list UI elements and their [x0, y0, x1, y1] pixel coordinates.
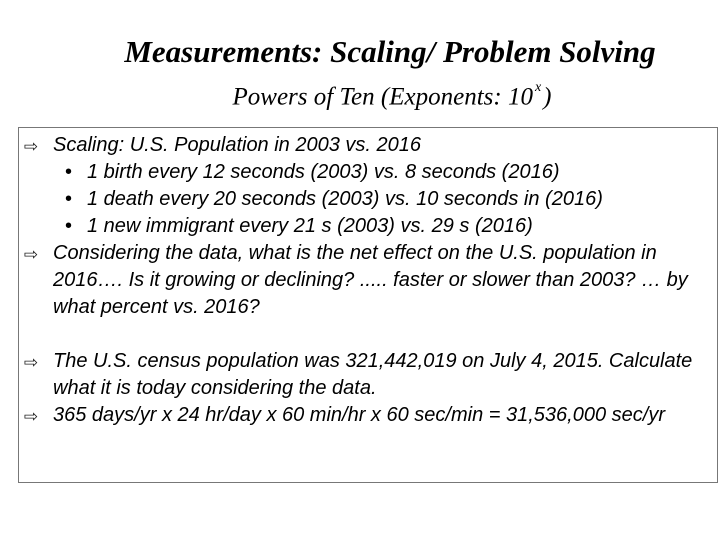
subtitle-suffix: ) — [543, 83, 552, 111]
sub-bullet-text: 1 birth every 12 seconds (2003) vs. 8 seconds (2016) — [87, 161, 560, 183]
bullet-item-census-population — [23, 348, 720, 402]
bullet-item-population-scaling — [23, 132, 720, 240]
dot-icon: • — [65, 215, 73, 237]
sub-bullet-text: 1 new immigrant every 21 s (2003) vs. 29 s (2016) — [87, 215, 533, 237]
hollow-right-arrow-icon: ⇨ — [23, 137, 39, 156]
slide-title: Measurements: Scaling/ Problem Solving — [124, 34, 656, 69]
sub-bullet-item-births — [53, 159, 720, 186]
bullet-item-seconds-per-year — [23, 402, 720, 429]
dot-icon: • — [65, 188, 73, 210]
hollow-right-arrow-icon: ⇨ — [23, 407, 39, 426]
bullet-text: Scaling: U.S. Population in 2003 vs. 2016 — [53, 134, 422, 156]
sub-bullet-list — [53, 159, 720, 240]
sub-bullet-text: 1 death every 20 seconds (2003) vs. 10 seconds in (2016) — [87, 188, 603, 210]
subtitle-prefix: Powers of Ten (Exponents: 10 — [232, 83, 533, 111]
content-box — [18, 127, 718, 483]
subtitle-exponent: x — [534, 80, 542, 95]
bullet-text: The U.S. census population was 321,442,019 on July 4, 2015. Calculate what it is today considering the data. — [53, 350, 693, 399]
sub-bullet-item-immigrants — [53, 213, 720, 240]
dot-icon: • — [65, 161, 73, 183]
sub-bullet-item-deaths — [53, 186, 720, 213]
slide-subtitle — [0, 76, 720, 113]
hollow-right-arrow-icon: ⇨ — [23, 353, 39, 372]
bullet-text: Considering the data, what is the net effect on the U.S. population in 2016…. Is it growing or declining? ..... faster or slower than 2003? … by what percent vs. 2016? — [53, 242, 688, 318]
bullet-item-net-effect-question — [23, 240, 720, 321]
hollow-right-arrow-icon: ⇨ — [23, 245, 39, 264]
bullet-text: 365 days/yr x 24 hr/day x 60 min/hr x 60 sec/min = 31,536,000 sec/yr — [53, 404, 665, 426]
